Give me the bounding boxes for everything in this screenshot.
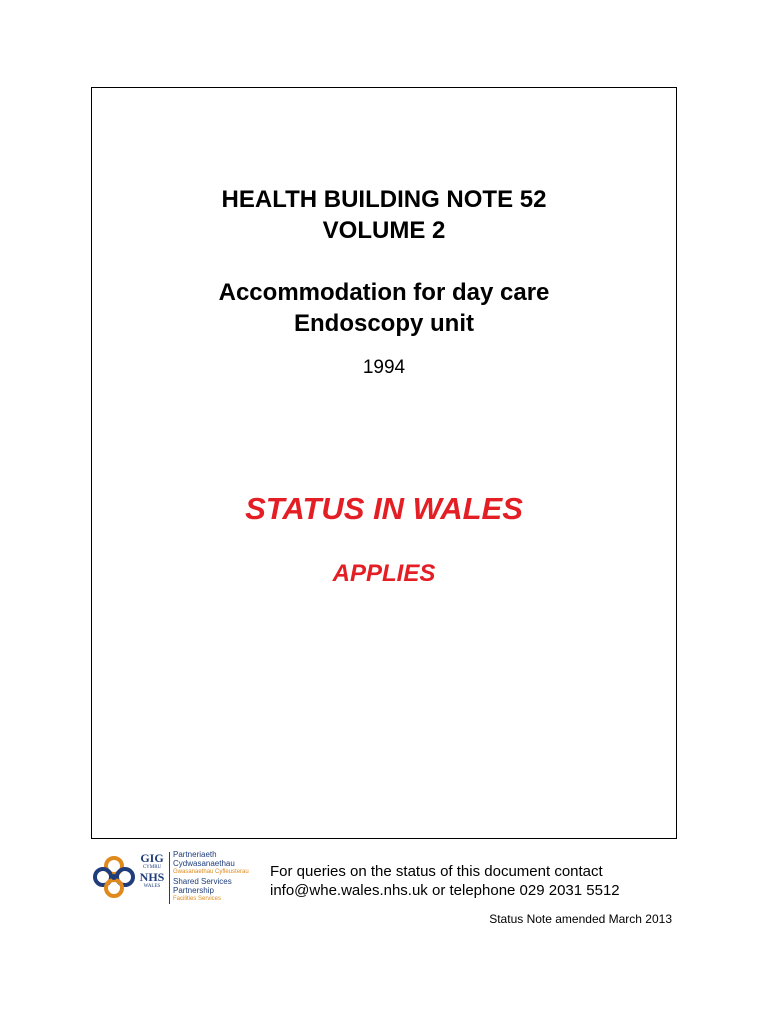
status-value: APPLIES bbox=[332, 560, 436, 587]
logo-divider bbox=[169, 852, 170, 904]
nhs-shared-services-logo bbox=[89, 846, 267, 908]
document-subtitle-line1: Accommodation for day care bbox=[218, 279, 550, 306]
logo-line1: Partneriaeth bbox=[173, 850, 217, 859]
document-title-line2: VOLUME 2 bbox=[322, 217, 446, 244]
logo-nhs: NHS bbox=[139, 870, 165, 884]
logo-line5: Partnership bbox=[173, 886, 214, 895]
document-title-line1: HEALTH BUILDING NOTE 52 bbox=[221, 186, 547, 213]
contact-line1: For queries on the status of this document contact bbox=[270, 863, 603, 880]
logo-line3: Gwasanaethau Cyfleusterau bbox=[173, 869, 249, 875]
logo-gig: GIG bbox=[140, 851, 164, 865]
document-frame bbox=[91, 87, 677, 839]
status-heading: STATUS IN WALES bbox=[245, 491, 523, 526]
document-year: 1994 bbox=[362, 357, 406, 378]
celtic-knot-icon bbox=[91, 854, 137, 900]
logo-partnership-text bbox=[173, 850, 249, 904]
amended-note: Status Note amended March 2013 bbox=[489, 912, 672, 926]
contact-info bbox=[270, 862, 620, 900]
gig-nhs-wordmark bbox=[135, 852, 169, 890]
logo-line2: Cydwasanaethau bbox=[173, 859, 235, 868]
contact-line2: info@whe.wales.nhs.uk or telephone 029 2031 5512 bbox=[270, 882, 620, 899]
logo-line4: Shared Services bbox=[173, 877, 232, 886]
logo-wales: WALES bbox=[143, 884, 161, 889]
logo-line6: Facilities Services bbox=[173, 896, 222, 902]
logo-cymru: CYMRU bbox=[142, 865, 162, 870]
document-subtitle-line2: Endoscopy unit bbox=[294, 310, 474, 337]
